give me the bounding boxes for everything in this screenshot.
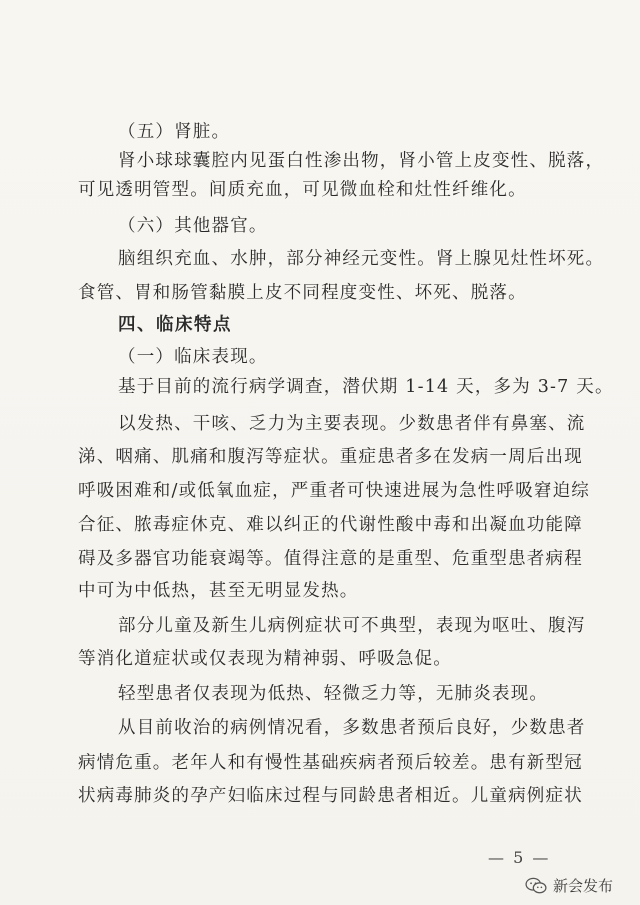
section-heading-clinical-manifestations: （一）临床表现。 bbox=[118, 347, 268, 367]
paragraph-line: 从目前收治的病例情况看，多数患者预后良好，少数患者 bbox=[118, 718, 586, 738]
section-heading-kidney: （五）肾脏。 bbox=[118, 122, 231, 142]
paragraph-line: 部分儿童及新生儿病例症状可不典型，表现为呕吐、腹泻 bbox=[118, 616, 586, 636]
paragraph-line: 肾小球球囊腔内见蛋白性渗出物，肾小管上皮变性、脱落， bbox=[118, 151, 605, 171]
paragraph-line: 呼吸困难和/或低氧血症，严重者可快速进展为急性呼吸窘迫综 bbox=[78, 481, 590, 501]
paragraph-line: 中可为中低热，甚至无明显发热。 bbox=[78, 581, 359, 601]
watermark-text: 新会发布 bbox=[553, 877, 614, 895]
paragraph-line: 基于目前的流行病学调查，潜伏期 1-14 天，多为 3-7 天。 bbox=[118, 377, 614, 397]
paragraph-line: 等消化道症状或仅表现为精神弱、呼吸急促。 bbox=[78, 649, 452, 669]
paragraph-line: 以发热、干咳、乏力为主要表现。少数患者伴有鼻塞、流 bbox=[118, 414, 586, 434]
page-number: — 5 — bbox=[488, 848, 551, 867]
paragraph-line: 状病毒肺炎的孕产妇临床过程与同龄患者相近。儿童病例症状 bbox=[78, 786, 583, 806]
paragraph-line: 病情危重。老年人和有慢性基础疾病者预后较差。患有新型冠 bbox=[78, 753, 583, 773]
paragraph-line: 涕、咽痛、肌痛和腹泻等症状。重症患者多在发病一周后出现 bbox=[78, 447, 583, 467]
paragraph-line: 食管、胃和肠管黏膜上皮不同程度变性、坏死、脱落。 bbox=[78, 283, 527, 303]
chapter-heading-clinical-features: 四、临床特点 bbox=[118, 315, 232, 335]
section-heading-other-organs: （六）其他器官。 bbox=[118, 216, 268, 236]
paragraph-line: 轻型患者仅表现为低热、轻微乏力等，无肺炎表现。 bbox=[118, 684, 549, 704]
wechat-icon bbox=[525, 877, 547, 895]
watermark bbox=[525, 875, 613, 896]
paragraph-line: 合征、脓毒症休克、难以纠正的代谢性酸中毒和出凝血功能障 bbox=[78, 515, 583, 535]
paragraph-line: 脑组织充血、水肿，部分神经元变性。肾上腺见灶性坏死。 bbox=[118, 249, 605, 269]
paragraph-line: 可见透明管型。间质充血，可见微血栓和灶性纤维化。 bbox=[78, 180, 527, 200]
paragraph-line: 碍及多器官功能衰竭等。值得注意的是重型、危重型患者病程 bbox=[78, 549, 583, 569]
